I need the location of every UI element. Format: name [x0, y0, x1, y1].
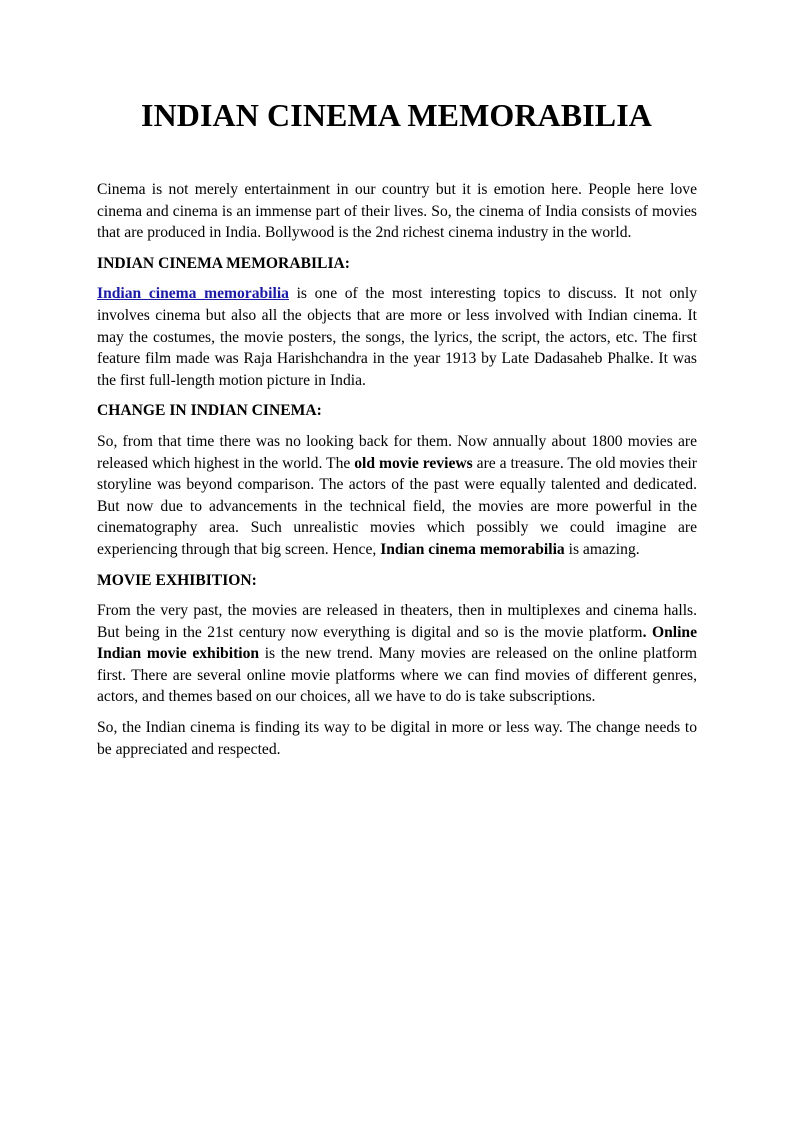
memorabilia-paragraph	[97, 283, 697, 391]
online-movie-exhibition-bold: . Online Indian movie exhibition	[97, 623, 697, 663]
intro-paragraph	[97, 179, 697, 244]
document-body	[97, 179, 697, 769]
intro-text: Cinema is not merely entertainment in our country but it is emotion here. People here love cinema and cinema is an immense part of their lives. So, the cinema of India consists of movies that are produced in India. Bollywood is the 2nd richest cinema industry in the world.	[97, 181, 697, 242]
change-text-2: are a treasure. The old movies their storyline was beyond comparison. The actors of the past were equally talented and dedicated. But now due to advancements in the technical field, the movies are more powerful in the cinematography area. Such unrealistic movies which possibly we could imagine are experiencing through that big screen. Hence,	[97, 454, 697, 558]
conclusion-paragraph	[97, 717, 697, 760]
exhibition-paragraph	[97, 600, 697, 708]
exhibition-text-2: is the new trend. Many movies are released on the online platform first. There are several online movie platforms where we can find movies of different genres, actors, and themes based on our choices, all we have to do is take subscriptions.	[97, 645, 697, 706]
exhibition-text-1: From the very past, the movies are released in theaters, then in multiplexes and cinema halls. But being in the 21st century now everything is digital and so is the movie platform	[97, 602, 697, 641]
change-text-1: So, from that time there was no looking back for them. Now annually about 1800 movies are released which highest in the world. The	[97, 432, 697, 472]
change-heading: CHANGE IN INDIAN CINEMA:	[97, 402, 322, 420]
change-text-3: is amazing.	[564, 540, 640, 558]
exhibition-heading: MOVIE EXHIBITION:	[97, 571, 257, 589]
old-movie-reviews-bold: old movie reviews	[354, 454, 473, 472]
indian-cinema-memorabilia-bold: Indian cinema memorabilia	[380, 540, 565, 558]
page-title: INDIAN CINEMA MEMORABILIA	[141, 97, 652, 133]
memorabilia-text: is one of the most interesting topics to discuss. It not only involves cinema but also all the objects that are more or less involved with Indian cinema. It may the costumes, the movie posters, the songs, the lyrics, the script, the actors, etc. The first feature film made was Raja Harishchandra in the year 1913 by Late Dadasaheb Phalke. It was the first full-length motion picture in India.	[97, 285, 697, 389]
change-paragraph	[97, 431, 697, 561]
memorabilia-heading: INDIAN CINEMA MEMORABILIA:	[97, 254, 350, 272]
indian-cinema-memorabilia-link[interactable]: Indian cinema memorabilia	[97, 285, 289, 303]
conclusion-text: So, the Indian cinema is finding its way to be digital in more or less way. The change needs to be appreciated and respected.	[97, 719, 697, 758]
